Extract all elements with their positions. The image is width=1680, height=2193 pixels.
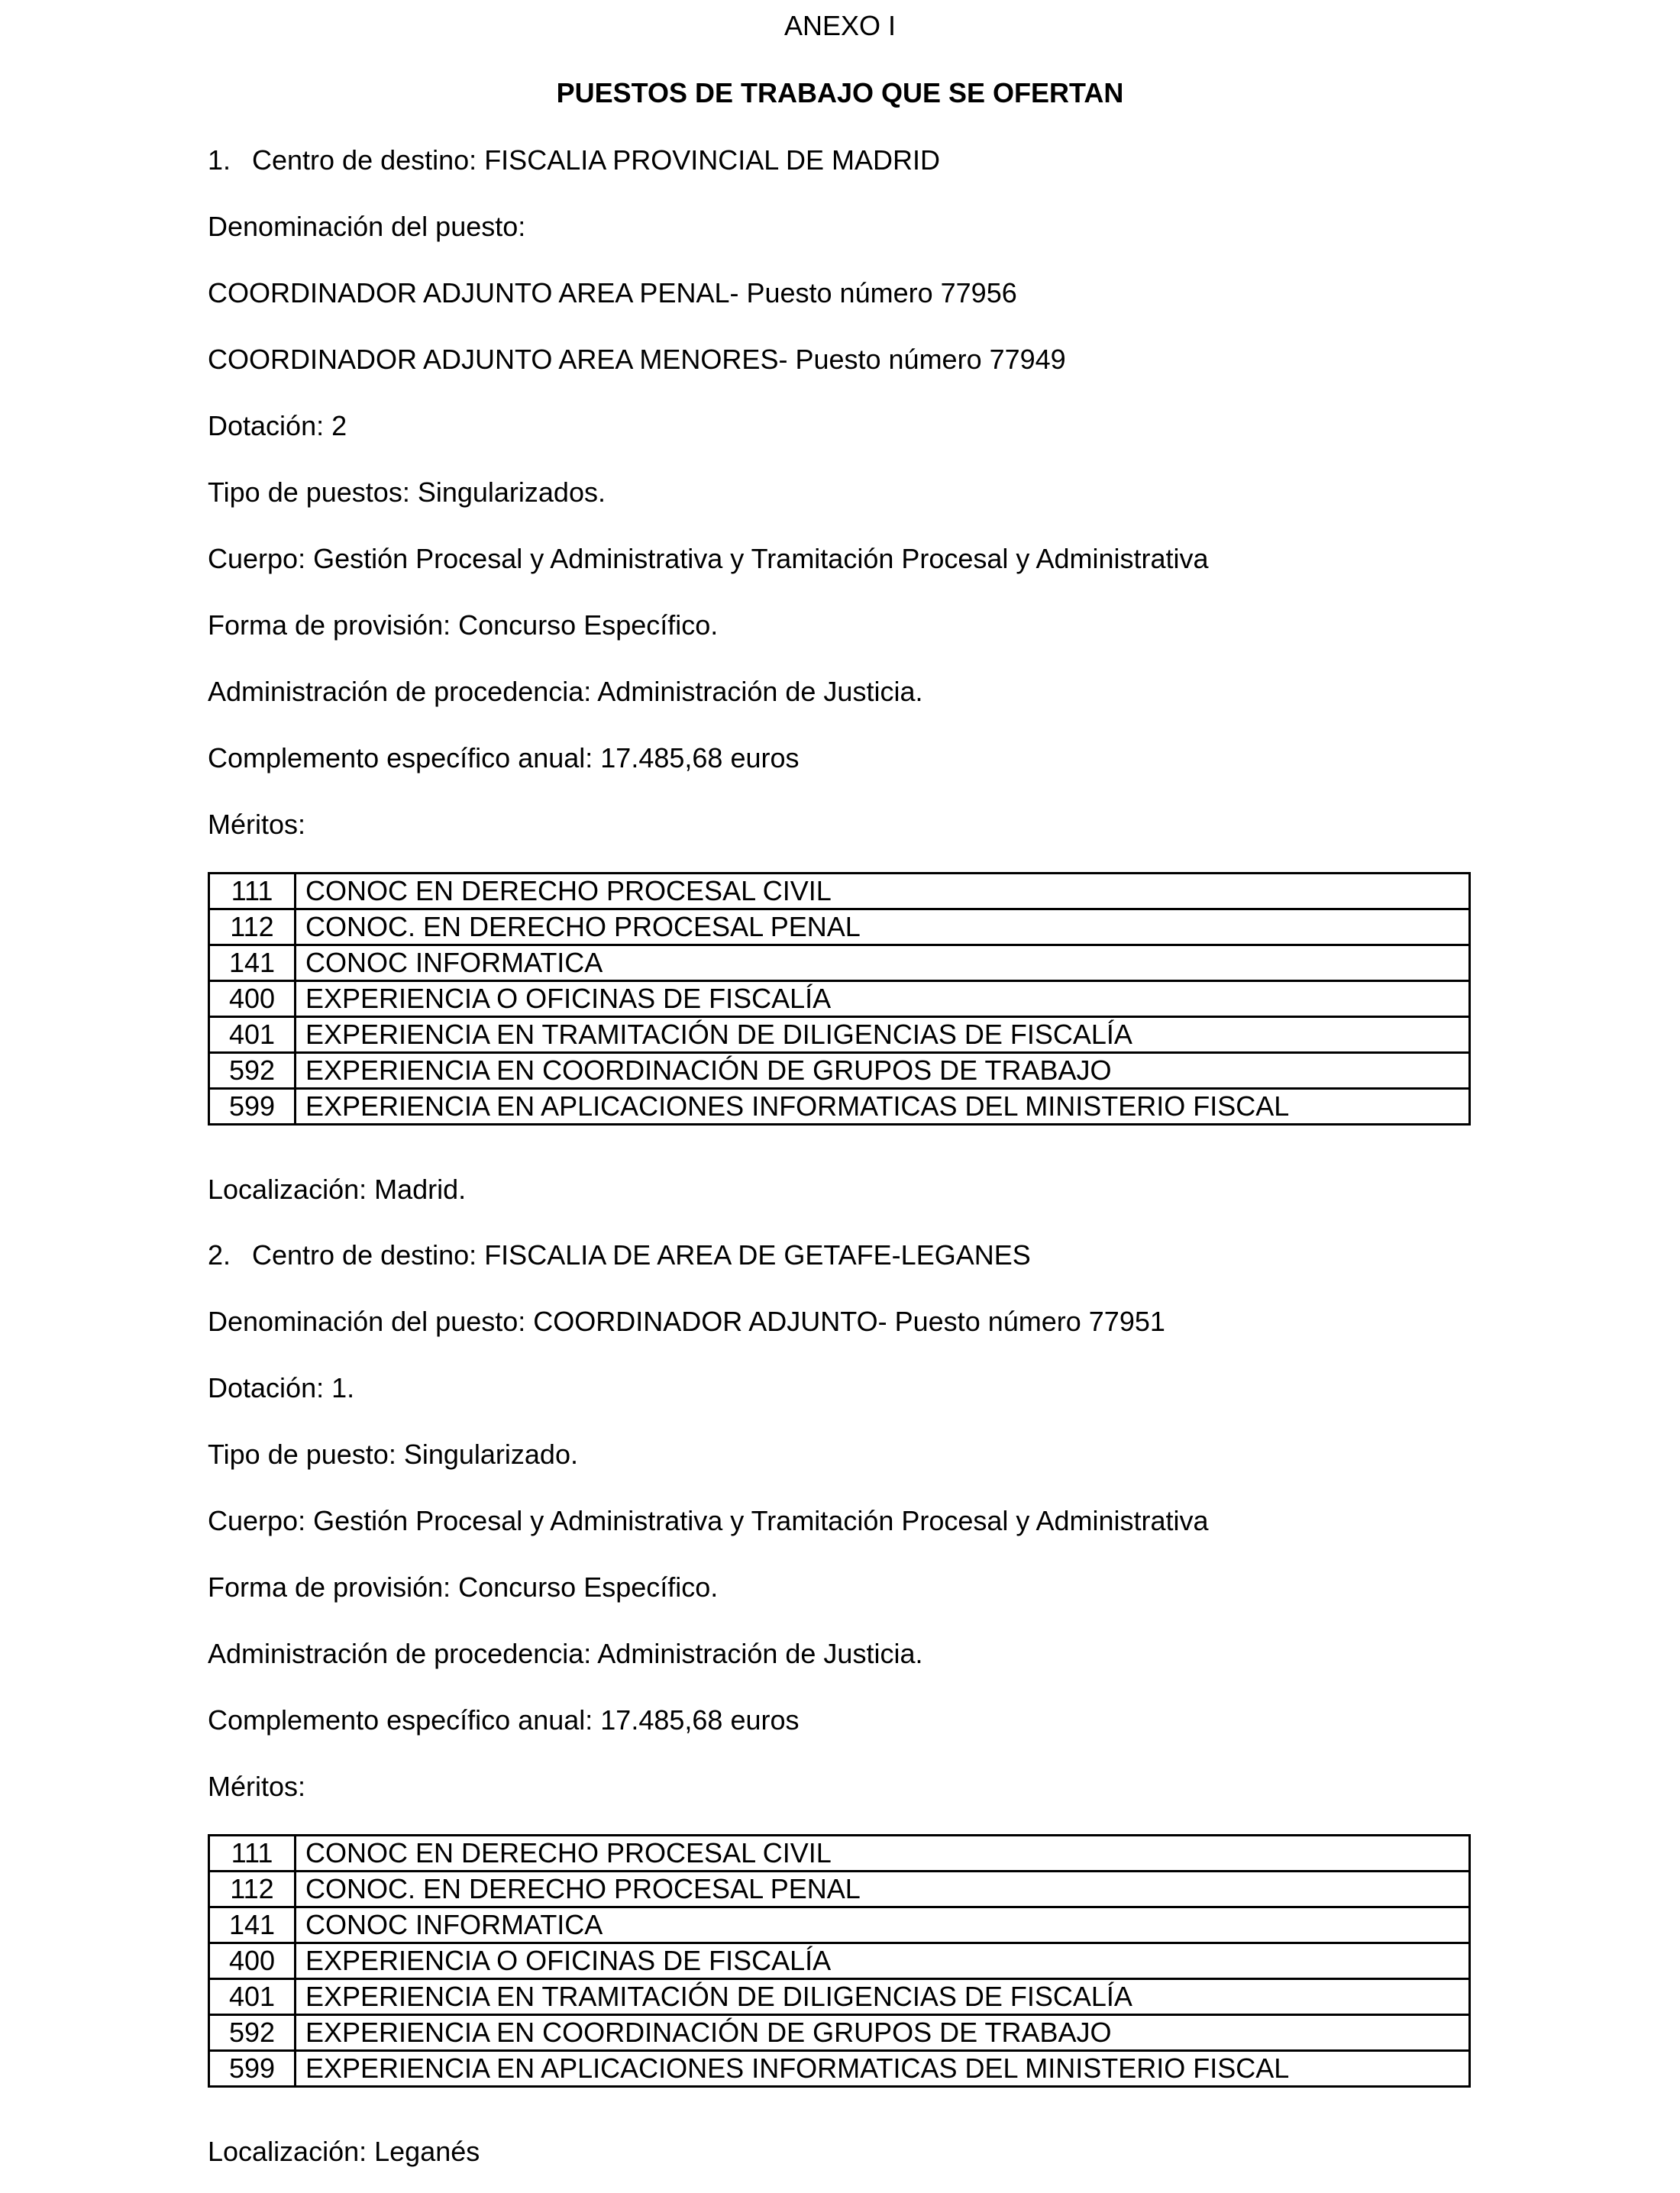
table-row — [209, 945, 1470, 981]
table-row — [209, 909, 1470, 945]
merit-desc: EXPERIENCIA EN TRAMITACIÓN DE DILIGENCIAS DE FISCALÍA — [296, 1979, 1470, 2015]
section2-complemento: Complemento específico anual: 17.485,68 euros — [208, 1704, 800, 1736]
section1-dotacion: Dotación: 2 — [208, 410, 347, 441]
merit-desc: CONOC EN DERECHO PROCESAL CIVIL — [296, 1836, 1470, 1872]
merit-code: 599 — [209, 1089, 296, 1125]
section1-cuerpo: Cuerpo: Gestión Procesal y Administrativa y Tramitación Procesal y Administrativa — [208, 543, 1209, 574]
merit-code: 112 — [209, 909, 296, 945]
section1-administracion: Administración de procedencia: Administración de Justicia. — [208, 676, 923, 707]
section1-number: 1. — [208, 144, 231, 176]
table-row — [209, 2051, 1470, 2087]
merit-code: 592 — [209, 2015, 296, 2051]
section2-cuerpo: Cuerpo: Gestión Procesal y Administrativa y Tramitación Procesal y Administrativa — [208, 1505, 1209, 1536]
table-row — [209, 1943, 1470, 1979]
merit-desc: CONOC. EN DERECHO PROCESAL PENAL — [296, 1872, 1470, 1907]
section1-forma: Forma de provisión: Concurso Específico. — [208, 609, 719, 641]
section2-destination — [208, 1239, 1031, 1272]
table-row — [209, 1907, 1470, 1943]
section1-destination — [208, 144, 940, 177]
section1-meritos-label: Méritos: — [208, 809, 306, 840]
section1-localizacion: Localización: Madrid. — [208, 1174, 467, 1205]
merit-code: 111 — [209, 874, 296, 909]
merit-desc: EXPERIENCIA O OFICINAS DE FISCALÍA — [296, 1943, 1470, 1979]
merit-code: 112 — [209, 1872, 296, 1907]
merit-code: 111 — [209, 1836, 296, 1872]
section2-administracion: Administración de procedencia: Administración de Justicia. — [208, 1638, 923, 1669]
table-row — [209, 1836, 1470, 1872]
merit-desc: CONOC INFORMATICA — [296, 1907, 1470, 1943]
document-title: PUESTOS DE TRABAJO QUE SE OFERTAN — [556, 77, 1124, 108]
table-row — [209, 1979, 1470, 2015]
section1-tipo: Tipo de puestos: Singularizados. — [208, 476, 606, 508]
section1-merits-table — [208, 872, 1471, 1126]
merit-code: 592 — [209, 1053, 296, 1089]
merit-desc: EXPERIENCIA O OFICINAS DE FISCALÍA — [296, 981, 1470, 1017]
merit-desc: EXPERIENCIA EN APLICACIONES INFORMATICAS DEL MINISTERIO FISCAL — [296, 2051, 1470, 2087]
merit-code: 141 — [209, 1907, 296, 1943]
merit-desc: CONOC INFORMATICA — [296, 945, 1470, 981]
section2-meritos-label: Méritos: — [208, 1771, 306, 1802]
annex-heading: ANEXO I — [783, 10, 897, 41]
section2-destination-text: Centro de destino: FISCALIA DE AREA DE GETAFE-LEGANES — [252, 1239, 1031, 1271]
merit-code: 401 — [209, 1979, 296, 2015]
table-row — [209, 874, 1470, 909]
section2-dotacion: Dotación: 1. — [208, 1372, 355, 1403]
section2-tipo: Tipo de puesto: Singularizado. — [208, 1439, 578, 1470]
section1-destination-text: Centro de destino: FISCALIA PROVINCIAL DE MADRID — [252, 144, 940, 176]
section1-post-a: COORDINADOR ADJUNTO AREA PENAL- Puesto número 77956 — [208, 277, 1017, 308]
merit-desc: EXPERIENCIA EN TRAMITACIÓN DE DILIGENCIAS DE FISCALÍA — [296, 1017, 1470, 1053]
merit-code: 400 — [209, 981, 296, 1017]
section2-number: 2. — [208, 1239, 231, 1271]
table-row — [209, 1053, 1470, 1089]
merit-code: 141 — [209, 945, 296, 981]
section2-denomination: Denominación del puesto: COORDINADOR ADJUNTO- Puesto número 77951 — [208, 1306, 1165, 1337]
section2-merits-table — [208, 1834, 1471, 2088]
table-row — [209, 1017, 1470, 1053]
merit-desc: EXPERIENCIA EN APLICACIONES INFORMATICAS DEL MINISTERIO FISCAL — [296, 1089, 1470, 1125]
merit-desc: EXPERIENCIA EN COORDINACIÓN DE GRUPOS DE TRABAJO — [296, 2015, 1470, 2051]
merit-desc: EXPERIENCIA EN COORDINACIÓN DE GRUPOS DE TRABAJO — [296, 1053, 1470, 1089]
table-row — [209, 981, 1470, 1017]
section2-localizacion: Localización: Leganés — [208, 2136, 480, 2167]
merit-desc: CONOC EN DERECHO PROCESAL CIVIL — [296, 874, 1470, 909]
merit-code: 400 — [209, 1943, 296, 1979]
section2-forma: Forma de provisión: Concurso Específico. — [208, 1571, 719, 1603]
section1-complemento: Complemento específico anual: 17.485,68 euros — [208, 742, 800, 774]
section1-denomination-label: Denominación del puesto: — [208, 211, 526, 242]
merit-desc: CONOC. EN DERECHO PROCESAL PENAL — [296, 909, 1470, 945]
table-row — [209, 1089, 1470, 1125]
section1-post-b: COORDINADOR ADJUNTO AREA MENORES- Puesto número 77949 — [208, 344, 1066, 375]
merit-code: 401 — [209, 1017, 296, 1053]
table-row — [209, 2015, 1470, 2051]
merit-code: 599 — [209, 2051, 296, 2087]
table-row — [209, 1872, 1470, 1907]
